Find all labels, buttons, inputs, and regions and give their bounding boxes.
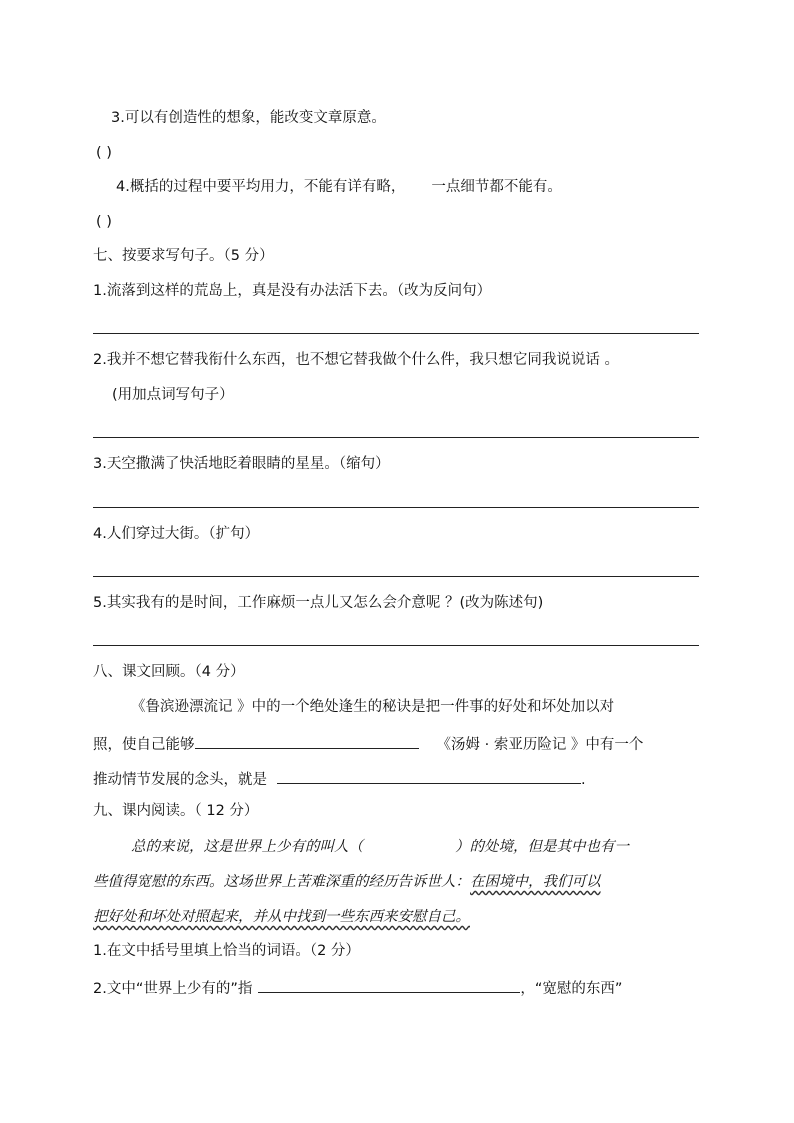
passage-line-3 bbox=[93, 907, 470, 927]
fill-blank-2[interactable] bbox=[277, 767, 581, 784]
passage-wavy-2: 把好处和坏处对照起来，并从中找到一些东西来安慰自己。 bbox=[93, 909, 470, 925]
passage-line-1 bbox=[131, 837, 629, 857]
section-7-heading: 七、按要求写句子。（5 分） bbox=[93, 248, 274, 264]
passage-line-1-end: ）的处境，但是其中也有一 bbox=[455, 839, 629, 855]
judge-answer-paren-3: ( ) bbox=[96, 145, 112, 161]
answer-line-3[interactable] bbox=[93, 507, 699, 508]
review-line-1: 《鲁滨逊漂流记 》中的一个绝处逢生的秘诀是把一件事的好处和坏处加以对 bbox=[131, 699, 615, 715]
answer-line-5[interactable] bbox=[93, 645, 699, 646]
judge-item-3: 3.可以有创造性的想象，能改变文章原意。 bbox=[111, 110, 386, 126]
reading-question-2 bbox=[93, 976, 622, 999]
review-line-2-start: 照，使自己能够 bbox=[93, 737, 195, 753]
answer-line-4[interactable] bbox=[93, 576, 699, 577]
review-line-3 bbox=[93, 767, 586, 790]
rewrite-item-2: 2.我并不想它替我衔什么东西，也不想它替我做个什么件，我只想它同我说说话 。 bbox=[93, 352, 619, 368]
review-line-3-start: 推动情节发展的念头，就是 bbox=[93, 772, 267, 788]
review-line-2 bbox=[93, 732, 643, 755]
answer-line-2[interactable] bbox=[93, 437, 699, 438]
rewrite-item-5: 5.其实我有的是时间，工作麻烦一点儿又怎么会介意呢 ？(改为陈述句) bbox=[93, 595, 544, 611]
fill-blank-1[interactable] bbox=[195, 732, 419, 749]
rewrite-item-4: 4.人们穿过大街。（扩句） bbox=[93, 526, 260, 542]
section-9-heading: 九、课内阅读。（ 12 分） bbox=[93, 803, 259, 819]
reading-question-2-end: ，“宽慰的东西” bbox=[520, 981, 623, 997]
judge-item-4-part1: 4.概括的过程中要平均用力，不能有详有略， bbox=[116, 179, 406, 195]
judge-item-4 bbox=[116, 177, 562, 197]
passage-wavy-1: 在困境中，我们可以 bbox=[470, 874, 601, 890]
rewrite-item-3: 3.天空撒满了快活地眨着眼睛的星星。（缩句） bbox=[93, 456, 390, 472]
reading-question-2-start: 2.文中“世界上少有的”指 bbox=[93, 981, 253, 997]
rewrite-item-2-note: (用加点词写句子） bbox=[112, 387, 234, 403]
passage-line-2 bbox=[93, 872, 601, 892]
review-line-2-end: 《汤姆 · 索亚历险记 》中有一个 bbox=[436, 737, 644, 753]
passage-line-1-start: 总的来说，这是世界上少有的叫人（ bbox=[131, 839, 363, 855]
review-line-3-end: . bbox=[581, 772, 586, 788]
answer-line-1[interactable] bbox=[93, 333, 699, 334]
fill-blank-3[interactable] bbox=[258, 976, 520, 993]
section-8-heading: 八、课文回顾。（4 分） bbox=[93, 664, 245, 680]
judge-item-4-part2: 一点细节都不能有。 bbox=[431, 179, 562, 195]
rewrite-item-1: 1.流落到这样的荒岛上，真是没有办法活下去。（改为反问句） bbox=[93, 283, 492, 299]
passage-line-2-start: 些值得宽慰的东西。这场世界上苦难深重的经历告诉世人： bbox=[93, 874, 470, 890]
reading-question-1: 1.在文中括号里填上恰当的词语。（2 分） bbox=[93, 943, 360, 959]
judge-answer-paren-4: ( ) bbox=[96, 214, 112, 230]
